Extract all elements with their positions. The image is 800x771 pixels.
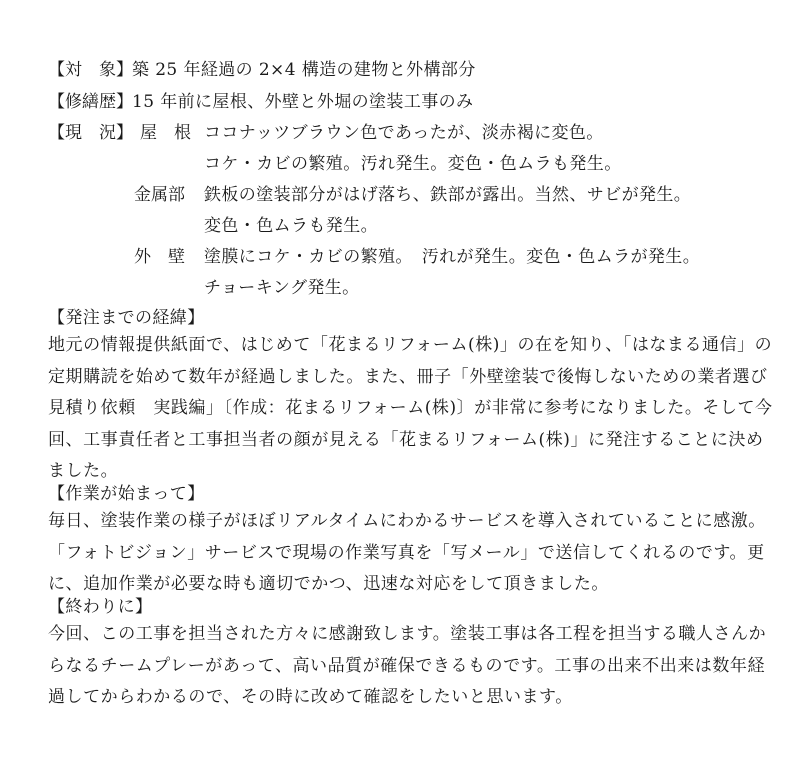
history-text: 15 年前に屋根、外壁と外堀の塗装工事のみ [132,92,474,112]
metal-label: 金属部 [134,185,185,205]
work-line: に、追加作業が必要な時も適切でかつ、迅速な対応をして頂きました。 [48,574,609,594]
target-label: 【対 象】 [48,60,133,80]
roof-line-2: コケ・カビの繁殖。汚れ発生。変色・色ムラも発生。 [204,154,622,174]
work-paragraph [48,506,776,601]
metal-line-2: 変色・色ムラも発生。 [204,216,378,236]
order-line: 定期購読を始めて数年が経過しました。また、冊子「外壁塗装で後悔しないための業者選び [48,366,768,387]
work-line: 毎日、塗装作業の様子がほぼリアルタイムにわかるサービスを導入されていることに感激。 [48,511,766,531]
roof-label: 屋 根 [140,123,191,143]
roof-line-1: ココナッツブラウン色であったが、淡赤褐に変色。 [204,123,604,143]
order-line: 見積り依頼 実践編」〔作成：花まるリフォーム(株)〕が非常に参考になりました。そして今 [48,398,773,418]
order-paragraph [48,330,776,488]
end-line: 過してからわかるので、その時に改めて確認をしたいと思います。 [48,687,573,707]
order-heading: 【発注までの経緯】 [48,308,205,328]
order-line: ました。 [48,461,119,481]
status-label: 【現 況】 [48,123,133,143]
wall-label: 外 壁 [134,247,185,267]
end-line: らなるチームプレーがあって、高い品質が確保できるものです。工事の出来不出来は数年経 [48,655,765,676]
end-paragraph [48,619,776,714]
order-line: 地元の情報提供紙面で、はじめて「花まるリフォーム(株)」の在を知り、「はなまる通信」の [48,335,773,355]
metal-line-1: 鉄板の塗装部分がはげ落ち、鉄部が露出。当然、サビが発生。 [204,185,692,205]
wall-line-1: 塗膜にコケ・カビの繁殖。 汚れが発生。変色・色ムラが発生。 [204,247,701,267]
order-line: 回、工事責任者と工事担当者の顔が見える「花まるリフォーム(株)」に発注することに決め [48,429,764,450]
work-heading: 【作業が始まって】 [48,484,205,504]
history-label: 【修繕歴】 [48,92,133,112]
target-text: 築 25 年経過の 2×4 構造の建物と外構部分 [132,60,476,80]
wall-line-2: チョーキング発生。 [204,278,360,298]
end-line: 今回、この工事を担当された方々に感謝致します。塗装工事は各工程を担当する職人さんか [48,624,767,644]
end-heading: 【終わりに】 [48,597,153,617]
work-line: 「フォトビジョン」サービスで現場の作業写真を「写メール」で送信してくれるのです。更 [48,542,765,563]
